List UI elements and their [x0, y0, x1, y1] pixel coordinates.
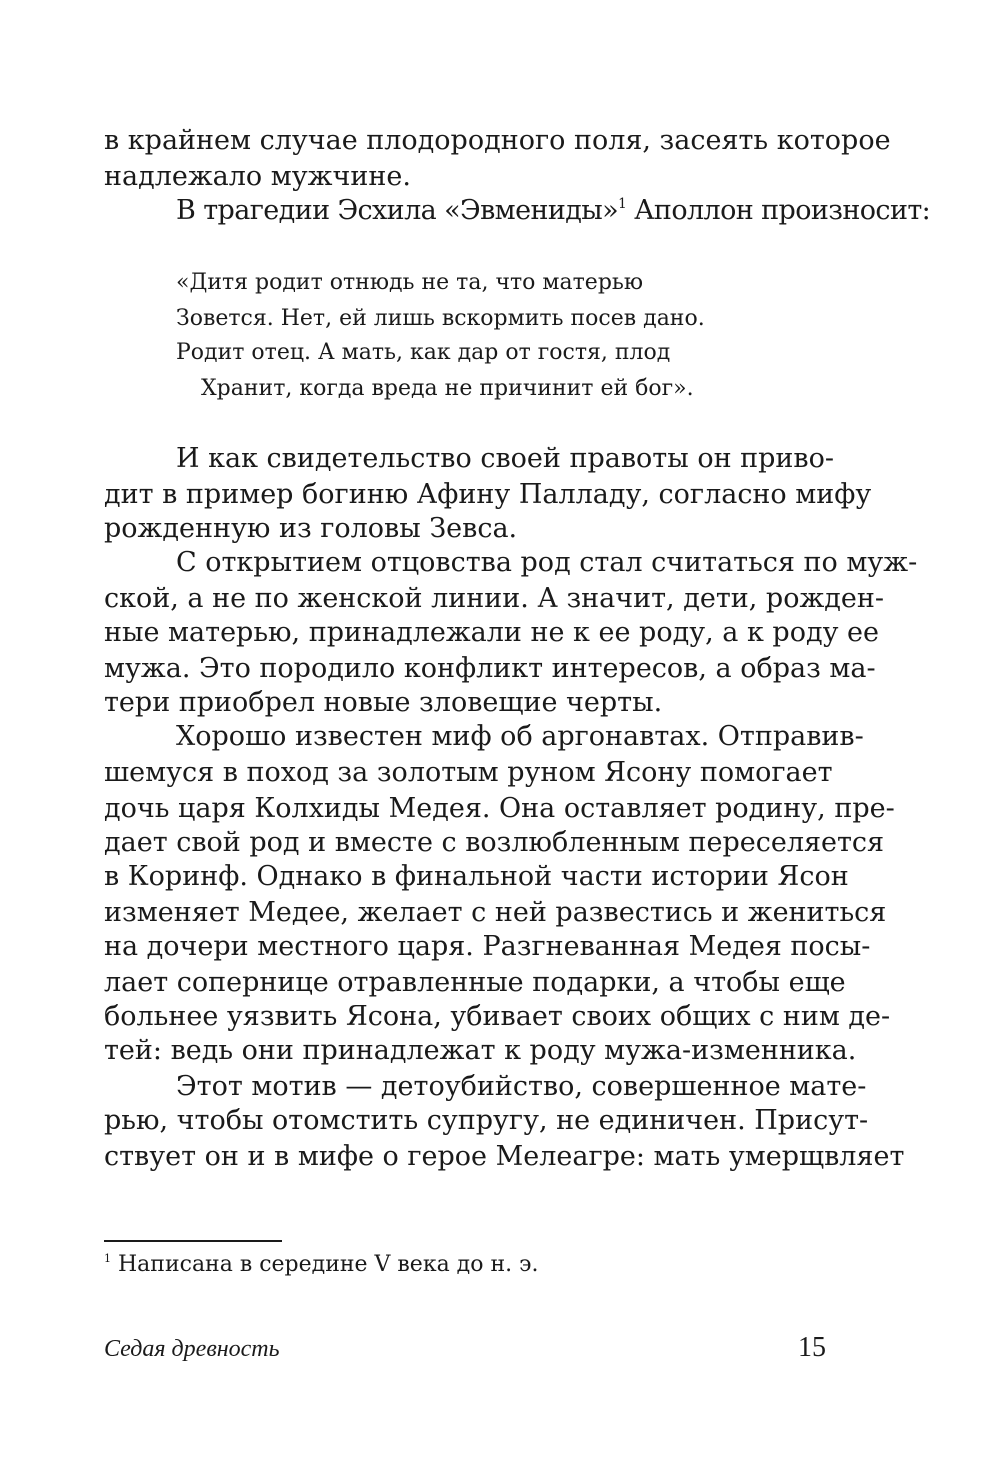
text-line: С открытием отцовства род стал считаться по муж-	[176, 547, 918, 578]
running-footer-title: Седая древность	[104, 1336, 280, 1362]
text-line-with-note	[176, 194, 931, 228]
text-line: тери приобрел новые зловещие черты.	[104, 687, 663, 718]
text-line: рью, чтобы отомстить супругу, не единичен. Присут-	[104, 1105, 869, 1136]
text-line: дает свой род и вместе с возлюбленным переселяется	[104, 827, 885, 858]
text-line: мужа. Это породило конфликт интересов, а образ ма-	[104, 653, 876, 684]
text-line: И как свидетельство своей правоты он приво-	[176, 443, 835, 474]
text-span: В трагедии Эсхила «Эвмениды»	[176, 195, 619, 226]
verse-line: «Дитя родит отнюдь не та, что матерью	[176, 270, 644, 295]
text-line: в крайнем случае плодородного поля, засеять которое	[104, 125, 891, 156]
text-line: ствует он и в мифе о герое Мелеагре: мать умерщвляет	[104, 1141, 905, 1172]
text-line: ные матерью, принадлежали не к ее роду, а к роду ее	[104, 617, 879, 648]
page-number: 15	[798, 1332, 826, 1363]
text-span: Аполлон произносит:	[626, 195, 931, 226]
text-line: ской, а не по женской линии. А значит, дети, рожден-	[104, 583, 885, 614]
verse-line: Хранит, когда вреда не причинит ей бог».	[201, 376, 694, 401]
text-line: рожденную из головы Зевса.	[104, 513, 518, 544]
footnote	[104, 1250, 538, 1280]
text-line: дочь царя Колхиды Медея. Она оставляет родину, пре-	[104, 793, 895, 824]
text-line: изменяет Медее, желает с ней развестись и жениться	[104, 897, 887, 928]
footnote-reference: 1	[618, 196, 627, 213]
verse-line: Родит отец. А мать, как дар от гостя, плод	[176, 340, 671, 365]
text-line: дит в пример богиню Афину Палладу, согласно мифу	[104, 479, 872, 510]
footnote-mark: 1	[104, 1252, 111, 1266]
text-line: тей: ведь они принадлежат к роду мужа-изменника.	[104, 1035, 857, 1066]
text-line: на дочери местного царя. Разгневанная Медея посы-	[104, 931, 871, 962]
verse-line: Зовется. Нет, ей лишь вскормить посев дано.	[176, 306, 705, 331]
text-line: лает сопернице отравленные подарки, а чтобы еще	[104, 967, 846, 998]
text-line: Хорошо известен миф об аргонавтах. Отправив-	[176, 721, 864, 752]
text-line: больнее уязвить Ясона, убивает своих общих с ним де-	[104, 1001, 891, 1032]
text-line: Этот мотив — детоубийство, совершенное мате-	[176, 1071, 867, 1102]
text-line: шемуся в поход за золотым руном Ясону помогает	[104, 757, 833, 788]
footnote-divider	[104, 1240, 282, 1242]
footnote-text: Написана в середине V века до н. э.	[111, 1252, 539, 1277]
text-line: надлежало мужчине.	[104, 161, 411, 192]
text-line: в Коринф. Однако в финальной части истории Ясон	[104, 861, 849, 892]
